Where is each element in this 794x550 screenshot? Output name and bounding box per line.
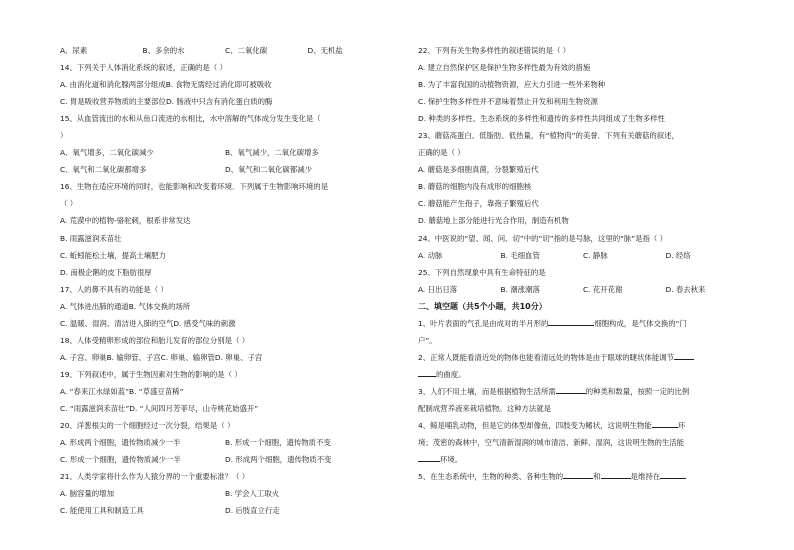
fill-text: 的曲度。 (436, 369, 466, 379)
question-line: D. 南极企鹅的皮下脂肪很厚 (60, 267, 152, 277)
answer-option: A. 动脉 (418, 250, 443, 260)
question-line: C. 胃是吸收营养物质的主要部位D. 肠液中只含有消化蛋白质的酶 (60, 97, 273, 107)
fill-text: 环境。 (440, 455, 463, 465)
answer-option: B. 毛细血管 (500, 250, 540, 260)
answer-options (60, 42, 390, 59)
answer-options (60, 502, 390, 519)
question-line: C. 蘑菇能产生孢子，靠孢子繁殖后代 (418, 199, 539, 209)
answer-option: D、氧气和二氧化碳都减少 (225, 165, 312, 175)
answer-option: C. 花开花谢 (583, 284, 623, 294)
answer-option: B. 学会人工取火 (225, 489, 280, 499)
answer-option: B. 形成一个细胞，遗传物质不变 (225, 438, 331, 448)
question-line: 境；茂密的森林中，空气清新湿润的城市清洁、新鲜、湿润，这说明生物的生活能 (418, 438, 685, 448)
question-line: D. 蘑菇地上部分能进行光合作用，制造有机物 (418, 216, 569, 226)
question-line: ） (60, 131, 68, 141)
question-line: 户”。 (418, 335, 437, 345)
fill-text: 3、人们不用土壤，而是根据植物生活所需 (418, 386, 556, 396)
question-line: 21、人类学家将什么作为人猿分界的一个重要标准？（ ） (60, 472, 250, 482)
question-line: 24、中医说的“望、闻、问、切”中的“切”指的是号脉，这里的“脉”是指（ ） (418, 233, 668, 243)
fill-text: 细胞构成，是气体交换的“门 (594, 318, 687, 328)
answer-option: D. 后肢直立行走 (225, 506, 280, 516)
left-column (60, 42, 390, 519)
fill-text: 是维持在 (630, 472, 661, 482)
question-line: 20、洋葱根尖的一个细胞经过一次分裂，结果是（ ） (60, 421, 235, 431)
question-line: C. 保护生物多样性并不意味着禁止开发和利用生物资源 (418, 97, 598, 107)
question-line: 正确的是（ ） (418, 148, 465, 158)
answer-option: C. 形成一个细胞，遗传物质减少一半 (60, 455, 181, 465)
question-line: A. 子宫、卵巢B. 输卵管、子宫C. 卵巢、输卵管D. 卵巢、子宫 (60, 352, 263, 362)
question-line: 19、下列叙述中，属于生物因素对生物的影响的是（ ） (60, 369, 242, 379)
question-line: A. 荒漠中的植物-骆驼刺，根系非常发达 (60, 216, 191, 226)
fill-text: 和 (593, 472, 601, 482)
fill-line (418, 468, 748, 485)
question-line: C. 蚯蚓能松土壤，提高土壤肥力 (60, 250, 166, 260)
question-line: A. 建立自然保护区是保护生物多样性最为有效的措施 (418, 63, 591, 73)
question-line: 配制成营养液来栽培植物。这种方法就是 (418, 403, 552, 413)
answer-option: D. 经络 (665, 250, 691, 260)
question-line: B. 为了丰富我国的动植物资源，应大力引进一些外来物种 (418, 80, 606, 90)
answer-options (418, 247, 748, 264)
question-line: A. 气体进出肺的通道B. 气体交换的场所 (60, 301, 191, 311)
answer-options (60, 485, 390, 502)
fill-text: 5、在生态系统中，生物的种类、各种生物的 (418, 472, 564, 482)
question-line: 18、人体受精卵形成的部位和胎儿发育的部位分别是（ ） (60, 335, 250, 345)
question-line: B. 雨露滋润禾苗壮 (60, 233, 122, 243)
fill-line (418, 366, 748, 383)
answer-options (60, 144, 390, 161)
answer-option: B、氧气减少，二氧化碳增多 (225, 148, 319, 158)
answer-blank[interactable] (601, 469, 631, 479)
answer-option: A、尿素 (60, 46, 88, 55)
fill-line (418, 349, 748, 366)
fill-line (418, 315, 748, 332)
fill-line (418, 451, 748, 468)
answer-blank[interactable] (563, 469, 593, 479)
answer-blank[interactable] (652, 418, 678, 428)
answer-blank[interactable] (674, 350, 694, 360)
answer-blank[interactable] (548, 316, 594, 326)
question-line: 17、人的鼻不具有的功能是（ ） (60, 284, 168, 294)
answer-blank[interactable] (418, 367, 436, 377)
answer-option: A. 日出日落 (418, 284, 458, 294)
answer-option: C、氧气和二氧化碳都增多 (60, 165, 147, 175)
right-column (418, 42, 748, 485)
answer-option: A. 脑容量的增加 (60, 489, 114, 499)
answer-blank[interactable] (418, 452, 440, 462)
question-line: 16、生物在适应环境的同时，也能影响和改变着环境．下列属于生物影响环境的是 (60, 182, 329, 192)
answer-option: D. 春去秋来 (665, 284, 706, 294)
question-line: A. “春来江水绿如蓝”B. “草盛豆苗稀” (60, 386, 184, 396)
answer-options (418, 281, 748, 298)
answer-options (60, 434, 390, 451)
question-line: 23、蘑菇高蛋白、低脂肪、低热量，有“植物肉”的美誉．下列有关蘑菇的叙述， (418, 131, 679, 141)
question-line: C. “雨露滋润禾苗壮”D. “人间四月芳菲尽，山寺桃花始盛开” (60, 403, 259, 413)
answer-option: A. 形成两个细胞，遗传物质减少一半 (60, 438, 181, 448)
question-line: D. 种类的多样性、生态系统的多样性和遗传的多样性共同组成了生物多样性 (418, 114, 665, 124)
question-line: 14、下列关于人体消化系统的叙述，正确的是（ ） (60, 63, 227, 73)
fill-text: 4、鲸是哺乳动物，但是它的体型却像鱼，四肢变为鳍状，这说明生物能 (418, 421, 652, 431)
answer-option: D、无机盐 (307, 46, 343, 55)
fill-text: 1、叶片表面的气孔是由成对的半月形的 (418, 318, 549, 328)
answer-option: C. 能使用工具和制造工具 (60, 506, 144, 516)
question-line: B. 蘑菇的细胞内没有成形的细胞核 (418, 182, 532, 192)
fill-text: 2、正常人既能看清近处的物体也能看清远处的物体是由于眼球的睫状体能调节 (418, 352, 674, 362)
answer-blank[interactable] (660, 469, 686, 479)
question-line: （ ） (60, 199, 78, 209)
question-line: C. 温暖、湿润、清洁进入肺的空气D. 感受气味的刺激 (60, 318, 236, 328)
question-line: 15、从血管流出的水和从鱼口流进的水相比，水中溶解的气体成分发生变化是（ (60, 114, 321, 124)
answer-blank[interactable] (556, 384, 586, 394)
question-line: A. 蘑菇是多细胞真菌，分裂繁殖后代 (418, 165, 539, 175)
answer-option: D. 形成两个细胞，遗传物质不变 (225, 455, 332, 465)
answer-option: A、氧气增多，二氧化碳减少 (60, 148, 154, 158)
section-heading: 二、填空题（共5个小题，共10分） (418, 301, 547, 311)
answer-options (60, 451, 390, 468)
fill-text: 的种类和数量，按照一定的比例 (585, 386, 690, 396)
answer-options (60, 161, 390, 178)
fill-line (418, 417, 748, 434)
answer-option: B. 潮涨潮落 (500, 284, 540, 294)
answer-option: C. 静脉 (583, 250, 608, 260)
question-line: A. 由消化道和消化腺两部分组成B. 食物无需经过消化即可被吸收 (60, 80, 272, 90)
question-line: 25、下列自然现象中具有生命特征的是 (418, 267, 546, 277)
fill-line (418, 383, 748, 400)
question-line: 22、下列有关生物多样性的叙述错误的是（ ） (418, 46, 571, 55)
answer-option: C、二氧化碳 (225, 46, 268, 55)
fill-text: 环 (677, 421, 686, 431)
answer-option: B、多余的水 (142, 46, 185, 55)
